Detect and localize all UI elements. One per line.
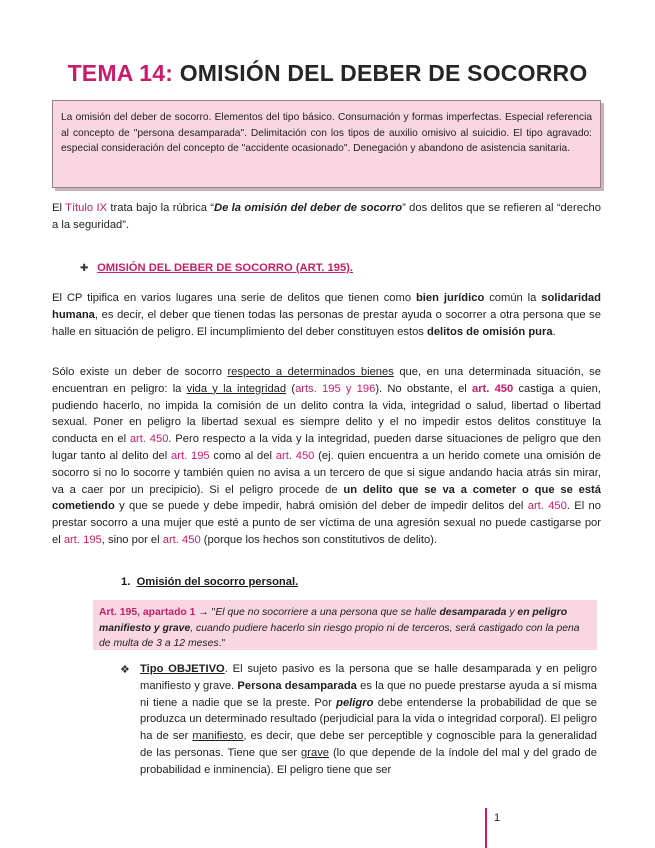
- arrow-text: → ": [195, 607, 216, 618]
- text: trata bajo la rúbrica “: [107, 202, 215, 214]
- article-ref: art. 195: [63, 533, 102, 546]
- underlined-term: respecto a determinados bienes: [227, 366, 394, 378]
- article-quote-box: [93, 600, 597, 650]
- text: como al del: [209, 449, 276, 462]
- bold-term: delitos de omisión pura: [427, 325, 553, 338]
- article-ref: art. 450: [527, 500, 567, 513]
- text: . El no prestar socorro a una mujer que esté a punto de ser víctima de una agresión sexual no puede castigarse por el: [52, 500, 601, 546]
- intro-paragraph: [52, 200, 601, 234]
- page-number-rule: [485, 808, 487, 848]
- text: castiga a quien, pudiendo hacerlo, no impida la comisión de un delito contra la vida, integridad o salud, libertad o libertad sexual. Poner en peligro la libertad sexual es siempre delito y el no impedir estos delitos constituye la conducta en el: [52, 382, 601, 446]
- article-ref: Art. 195, apartado 1: [99, 607, 196, 618]
- text: ). No obstante, el: [375, 382, 472, 395]
- titulo-ref: Título IX: [65, 202, 108, 214]
- subsection-number: 1.: [121, 576, 131, 588]
- text: . El sujeto pasivo es la persona que se halle desamparada y en peligro manifiesto y grave.: [140, 663, 597, 692]
- bold-term: en peligro manifiesto y grave: [99, 607, 568, 634]
- underlined-term: manifiesto: [192, 730, 244, 743]
- article-ref: arts. 195 y 196: [295, 382, 376, 395]
- text: El CP tipifica en varios lugares una serie de delitos que tienen como: [52, 292, 416, 304]
- tipo-objetivo-paragraph: [140, 661, 597, 779]
- text: y: [506, 607, 518, 618]
- bold-term: un delito que se va a cometer o que se está cometiendo: [52, 483, 601, 513]
- cross-bullet-icon: ✚: [80, 263, 89, 274]
- text: El: [52, 202, 66, 214]
- text: . Pero respecto a la vida y la integridad, pueden darse situaciones de peligro que den lugar tanto al delito del: [52, 433, 601, 462]
- underlined-term: grave: [301, 746, 330, 759]
- text: es la que no puede prestarse ayuda a sí misma ni tiene a nadie que se la preste. Por: [140, 679, 597, 709]
- subsection-heading: [121, 576, 298, 588]
- summary-text: La omisión del deber de socorro. Elementos del tipo básico. Consumación y formas imperfectas. Especial referencia al concepto de "persona desamparada". Delimitación con los tipos de auxilio omisivo al suicidio. El tipo agravado: especial consideración del concepto de "accidente ocasionado". Denegación y abandono de asistencia sanitaria.: [61, 112, 592, 154]
- text: debe entenderse la probabilidad de que se produzca un determinado resultado (perjudicial para la vida o integridad corporal). El peligro ha de ser: [140, 696, 597, 743]
- section-label: OMISIÓN DEL DEBER DE SOCORRO (ART. 195).: [97, 262, 354, 274]
- bold-term: desamparada: [439, 607, 507, 618]
- article-ref: art. 450: [129, 433, 169, 446]
- text: (: [286, 382, 296, 395]
- rubrica: De la omisión del deber de socorro: [214, 202, 403, 214]
- text: (porque los hechos son constitutivos de delito).: [200, 533, 438, 546]
- subsection-label: Omisión del socorro personal.: [136, 576, 299, 588]
- text: (lo que depende de la índole del mal y del grado de probabilidad e inminencia). El peligro tiene que ser: [140, 746, 597, 776]
- title-main: OMISIÓN DEL DEBER DE SOCORRO: [179, 60, 588, 86]
- text: , es decir, el deber que tienen todas las personas de prestar ayuda o socorrer a otra persona que se halle en situación de peligro. El incumplimiento del deber constituyen estos: [52, 308, 601, 338]
- text: , cuando pudiere hacerlo sin riesgo propio ni de terceros, será castigado con la pena de multa de 3 a 12 meses: [99, 622, 580, 650]
- paragraph-1: [52, 290, 601, 340]
- paragraph-2: [52, 364, 601, 549]
- page-number: 1: [494, 812, 501, 824]
- page-title: [0, 60, 655, 87]
- text: .": [218, 638, 226, 650]
- text: Sólo existe un deber de socorro: [52, 366, 228, 378]
- bold-term: peligro: [336, 696, 374, 709]
- bold-term: bien jurídico: [415, 292, 485, 304]
- article-ref: art. 450: [162, 533, 201, 546]
- text: .: [552, 325, 556, 338]
- diamond-bullet-icon: ❖: [120, 664, 130, 676]
- underlined-term: vida y la integridad: [186, 382, 287, 395]
- text: ” dos delitos que se refieren al “derecho a la seguridad”.: [52, 202, 601, 231]
- text: (ej. quien encuentra a un herido comete una omisión de socorro si no lo socorre y también quien no avisa a un tercero de que si sigue andando hacia atrás sin mirar, va a caer por un precipicio). Si el peligro procede de: [52, 449, 601, 496]
- summary-box: [52, 100, 601, 188]
- bold-term: solidaridad humana: [52, 292, 601, 321]
- text: , sino por el: [101, 533, 163, 546]
- text: , es decir, que debe ser perceptible y cognoscible para la generalidad de las personas. Tiene que ser: [140, 730, 597, 759]
- bold-term: Persona desamparada: [237, 679, 357, 692]
- title-prefix: TEMA 14:: [67, 60, 174, 86]
- text: y que se puede y debe impedir, habrá omisión del deber de impedir delitos del: [114, 500, 528, 513]
- article-ref: art. 195: [171, 449, 210, 462]
- tipo-label: Tipo OBJETIVO: [140, 663, 225, 675]
- text: común la: [484, 292, 542, 304]
- article-ref: art. 450: [275, 449, 315, 462]
- text: El que no socorriere a una persona que se halle: [215, 607, 440, 618]
- text: que, en una determinada situación, se encuentran en peligro: la: [52, 366, 601, 395]
- section-heading: [80, 262, 353, 274]
- article-ref: art. 450: [471, 382, 514, 395]
